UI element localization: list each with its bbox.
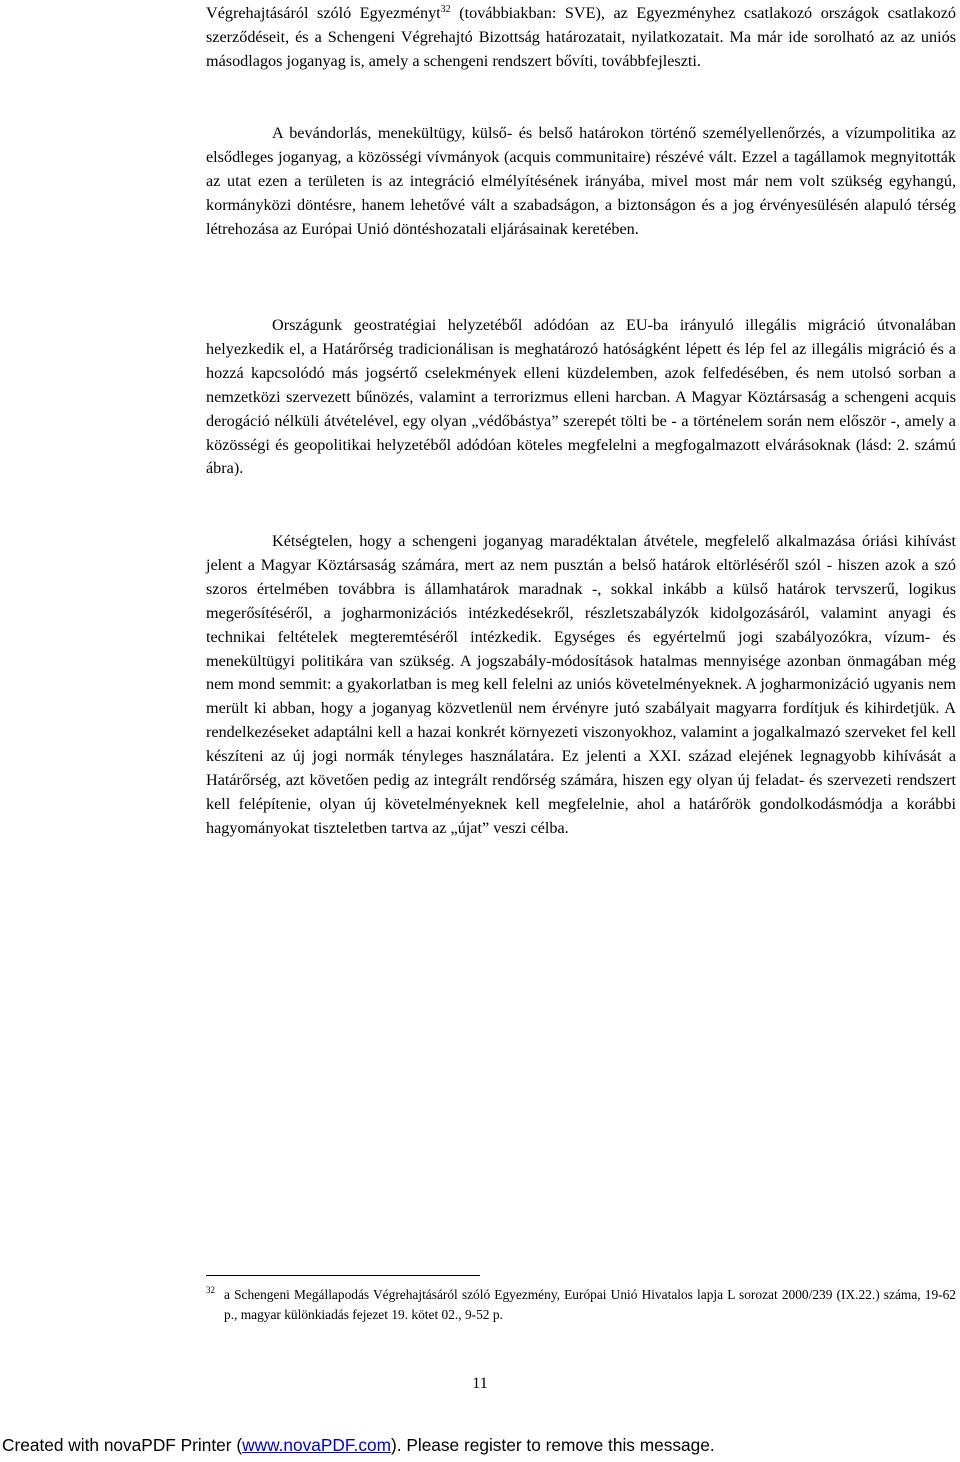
paragraph-1-text-b: (továbbiakban: SVE), az Egyezményhez csatlakozó országok csatlakozó szerződéseit, és a Schengeni Végrehajtó Bizottság határozatait, nyilatkozatait. Ma már ide sorolható az az uniós másodlagos joganyag is, amely a schengeni rendszert bővíti, továbbfejleszti. [206, 4, 957, 70]
watermark-text-b: ). Please register to remove this message. [390, 1435, 715, 1455]
watermark-text-a: Created with novaPDF Printer ( [2, 1435, 243, 1455]
paragraph-2: A bevándorlás, menekültügy, külső- és belső határokon történő személyellenőrzés, a vízumpolitika az elsődleges joganyag, a közösségi vívmányok (acquis communitaire) részévé vált. Ezzel a tagállamok megnyitották az utat ezen a területen is az integráció elmélyítésének irányába, mivel most már nem volt szükség egyhangú, kormányközi döntésre, hanem lehetővé vált a szabadságon, a biztonságon és a jog érvényesülésén alapuló térség létrehozása az Európai Unió döntéshozatali eljárásainak keretében. [206, 124, 956, 238]
footnote-number: 32 [206, 1285, 215, 1295]
paragraph-1-text-a: Végrehajtásáról szóló Egyezményt [206, 4, 441, 22]
footnote-separator [206, 1275, 480, 1276]
paragraph-4: Kétségtelen, hogy a schengeni joganyag maradéktalan átvétele, megfelelő alkalmazása óriási kihívást jelent a Magyar Köztársaság számára, mert az nem pusztán a belső határok eltörléséről szól - hiszen azok a szó szoros értelmében továbbra is államhatárok maradnak -, sokkal inkább a külső határok tervszerű, logikus megerősítéséről, a jogharmonizációs intézkedésekről, részletszabályzók kidolgozásáról, valamint anyagi és technikai feltételek megteremtéséről intézkedik. Egységes és egyértelmű jogi szabályozókra, vízum- és menekültügyi politikára van szükség. A jogszabály-módosítások hatalmas mennyisége azonban önmagában még nem mond semmit: a gyakorlatban is meg kell felelni az uniós követelményeknek. A jogharmonizáció ugyanis nem merült ki abban, hogy a joganyag közvetlenül nem érvényre jutó szabályait magyarra fordítjuk és kihirdetjük. A rendelkezéseket adaptálni kell a hazai konkrét környezeti viszonyokhoz, valamint a jogalkalmazó szerveket fel kell készíteni az új jogi normák tényleges használatára. Ez jelenti a XXI. század elejének legnagyobb kihívását a Határőrség, azt követően pedig az integrált rendőrség számára, hiszen egy olyan új feladat- és szervezeti rendszert kell felépítenie, olyan új követelményeknek kell megfelelnie, ahol a határőrök gondolkodásmódja a korábbi hagyományokat tiszteletben tartva az „újat” veszi célba. [206, 532, 956, 837]
footnote [206, 1285, 956, 1325]
paragraph-3: Országunk geostratégiai helyzetéből adódóan az EU-ba irányuló illegális migráció útvonalában helyezkedik el, a Határőrség tradicionálisan is meghatározó hatóságként lépett és lép fel az illegális migráció és a hozzá kapcsolódó más jogsértő cselekmények elleni küzdelemben, azok felfedésében, és nem utolsó sorban a nemzetközi szervezett bűnözés, valamint a terrorizmus elleni harcban. A Magyar Köztársaság a schengeni acquis derogáció nélküli átvételével, egy olyan „védőbástya” szerepét tölti be - a történelem során nem először -, amely a közösségi és geopolitikai helyzetéből adódóan köteles megfelelni a megfogalmazott elvárásoknak (lásd: 2. számú ábra). [206, 316, 956, 478]
footnote-text: a Schengeni Megállapodás Végrehajtásáról szóló Egyezmény, Európai Unió Hivatalos lapja L sorozat 2000/239 (IX.22.) száma, 19-62 p., magyar különkiadás fejezet 19. kötet 02., 9-52 p. [224, 1287, 956, 1322]
watermark-banner [2, 1435, 715, 1456]
watermark-link[interactable]: www.novaPDF.com [242, 1435, 391, 1455]
footnote-reference: 32 [440, 4, 451, 15]
page-number: 11 [472, 1375, 488, 1392]
paragraph-1 [206, 2, 956, 74]
